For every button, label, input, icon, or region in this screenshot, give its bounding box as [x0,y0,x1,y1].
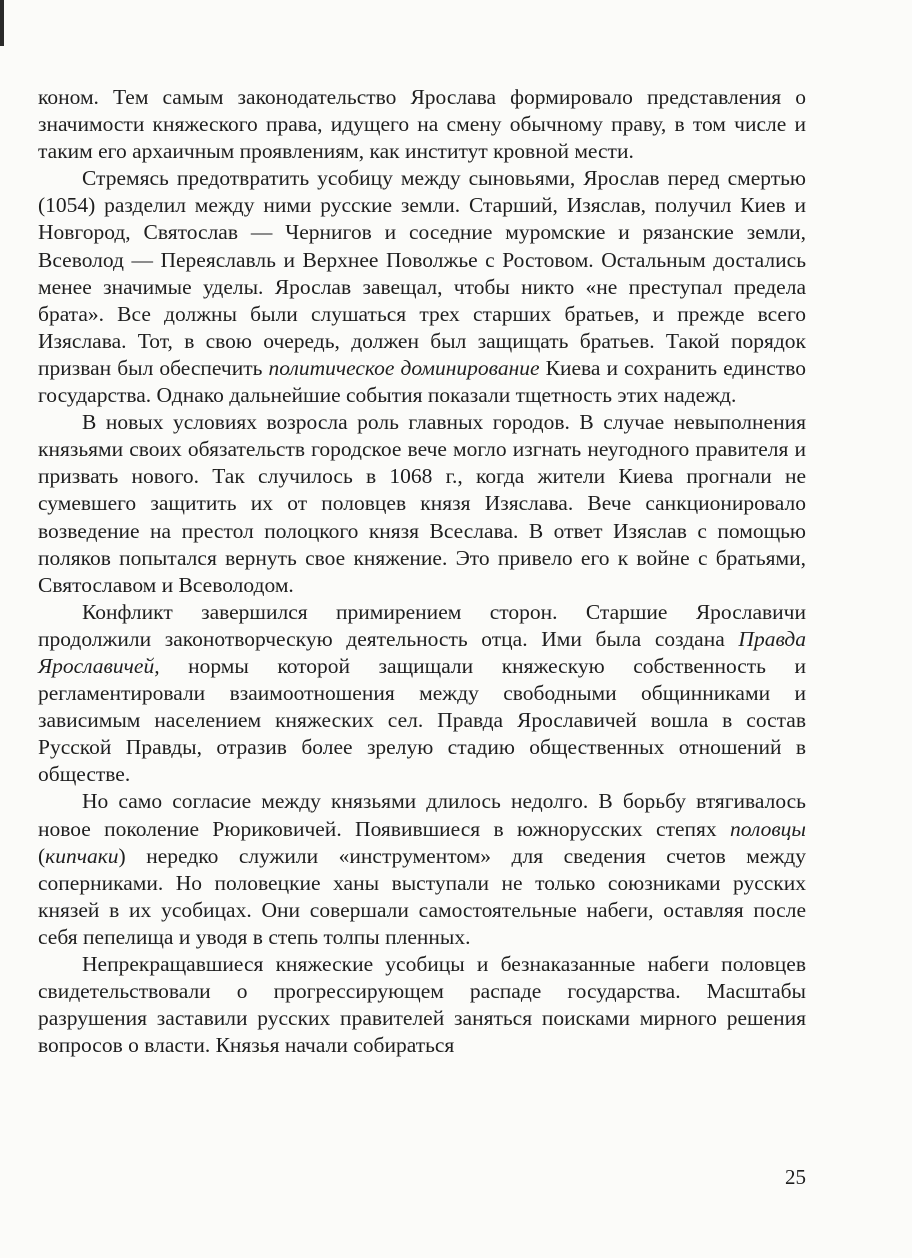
text-segment: В новых условиях возросла роль главных городов. В случае невыполнения князьями своих обязательств городское вече могло изгнать неугодного правителя и призвать нового. Так случилось в 1068 г., когда жители Киева прогнали не сумевшего защитить их от половцев князя Изяслава. Вече санкционировало возведение на престол полоцкого князя Всеслава. В ответ Изяслав с помощью поляков попытался вернуть свое княжение. Это привело его к войне с братьями, Святославом и Всеволодом. [38,410,806,597]
text-segment: Непрекращавшиеся княжеские усобицы и безнаказанные набеги половцев свидетельствовали о прогрессирующем распаде государства. Масштабы разрушения заставили русских правителей заняться поисками мирного решения вопросов о власти. Князья начали собираться [38,952,806,1058]
text-segment: коном. Тем самым законодательство Ярослава формировало представления о значимости княжеского права, идущего на смену обычному праву, в том числе и таким его архаичным проявлениям, как институт кровной мести. [38,85,806,164]
text-segment: ) нередко служили «инструментом» для сведения счетов между соперниками. Но половецкие ханы выступали не только союзниками русских князей в их усобицах. Они совершали самостоятельные набеги, оставляя после себя пепелища и уводя в степь толпы пленных. [38,843,806,949]
paragraph-6 [38,951,806,1059]
text-segment: Стремясь предотвратить усобицу между сыновьями, Ярослав перед смертью (1054) разделил между ними русские земли. Старший, Изяслав, получил Киев и Новгород, Святослав — Чернигов и соседние муромские и рязанские земли, Всеволод — Переяславль и Верхнее Поволжье с Ростовом. Остальным достались менее значимые уделы. Ярослав завещал, чтобы никто «не преступал предела брата». Все должны были слушаться трех старших братьев, и прежде всего Изяслава. Тот, в свою очередь, должен был защищать братьев. Такой порядок призван был обеспечить [38,166,806,380]
italic-term: политическое доминирование [268,355,540,380]
paragraph-3 [38,409,806,599]
paragraph-1 [38,84,806,165]
scan-edge-mark [0,0,4,46]
italic-term: Правда Ярославичей, [38,626,806,678]
italic-term: половцы [730,816,806,841]
paragraph-2 [38,165,806,409]
paragraph-4 [38,599,806,789]
text-segment: Киева и сохранить единство государства. Однако дальнейшие события показали тщетность этих надежд. [38,355,806,408]
text-segment: Но само согласие между князьями длилось недолго. В борьбу втягивалось новое поколение Рюриковичей. Появившиеся в южнорусских степях [38,789,806,841]
paragraph-5 [38,788,806,951]
text-segment: ( [38,843,46,868]
body-text [38,84,806,1059]
italic-term: кипчаки [45,843,119,868]
text-segment: нормы которой защищали княжескую собственность и регламентировали взаимоотношения между свободными общинниками и зависимым населением княжеских сел. Правда Ярославичей вошла в состав Русской Правды, отразив более зрелую стадию общественных отношений в обществе. [38,653,806,787]
page-number: 25 [785,1165,806,1189]
text-segment: Конфликт завершился примирением сторон. Старшие Ярославичи продолжили законотворческую деятельность отца. Ими была создана [38,599,806,651]
